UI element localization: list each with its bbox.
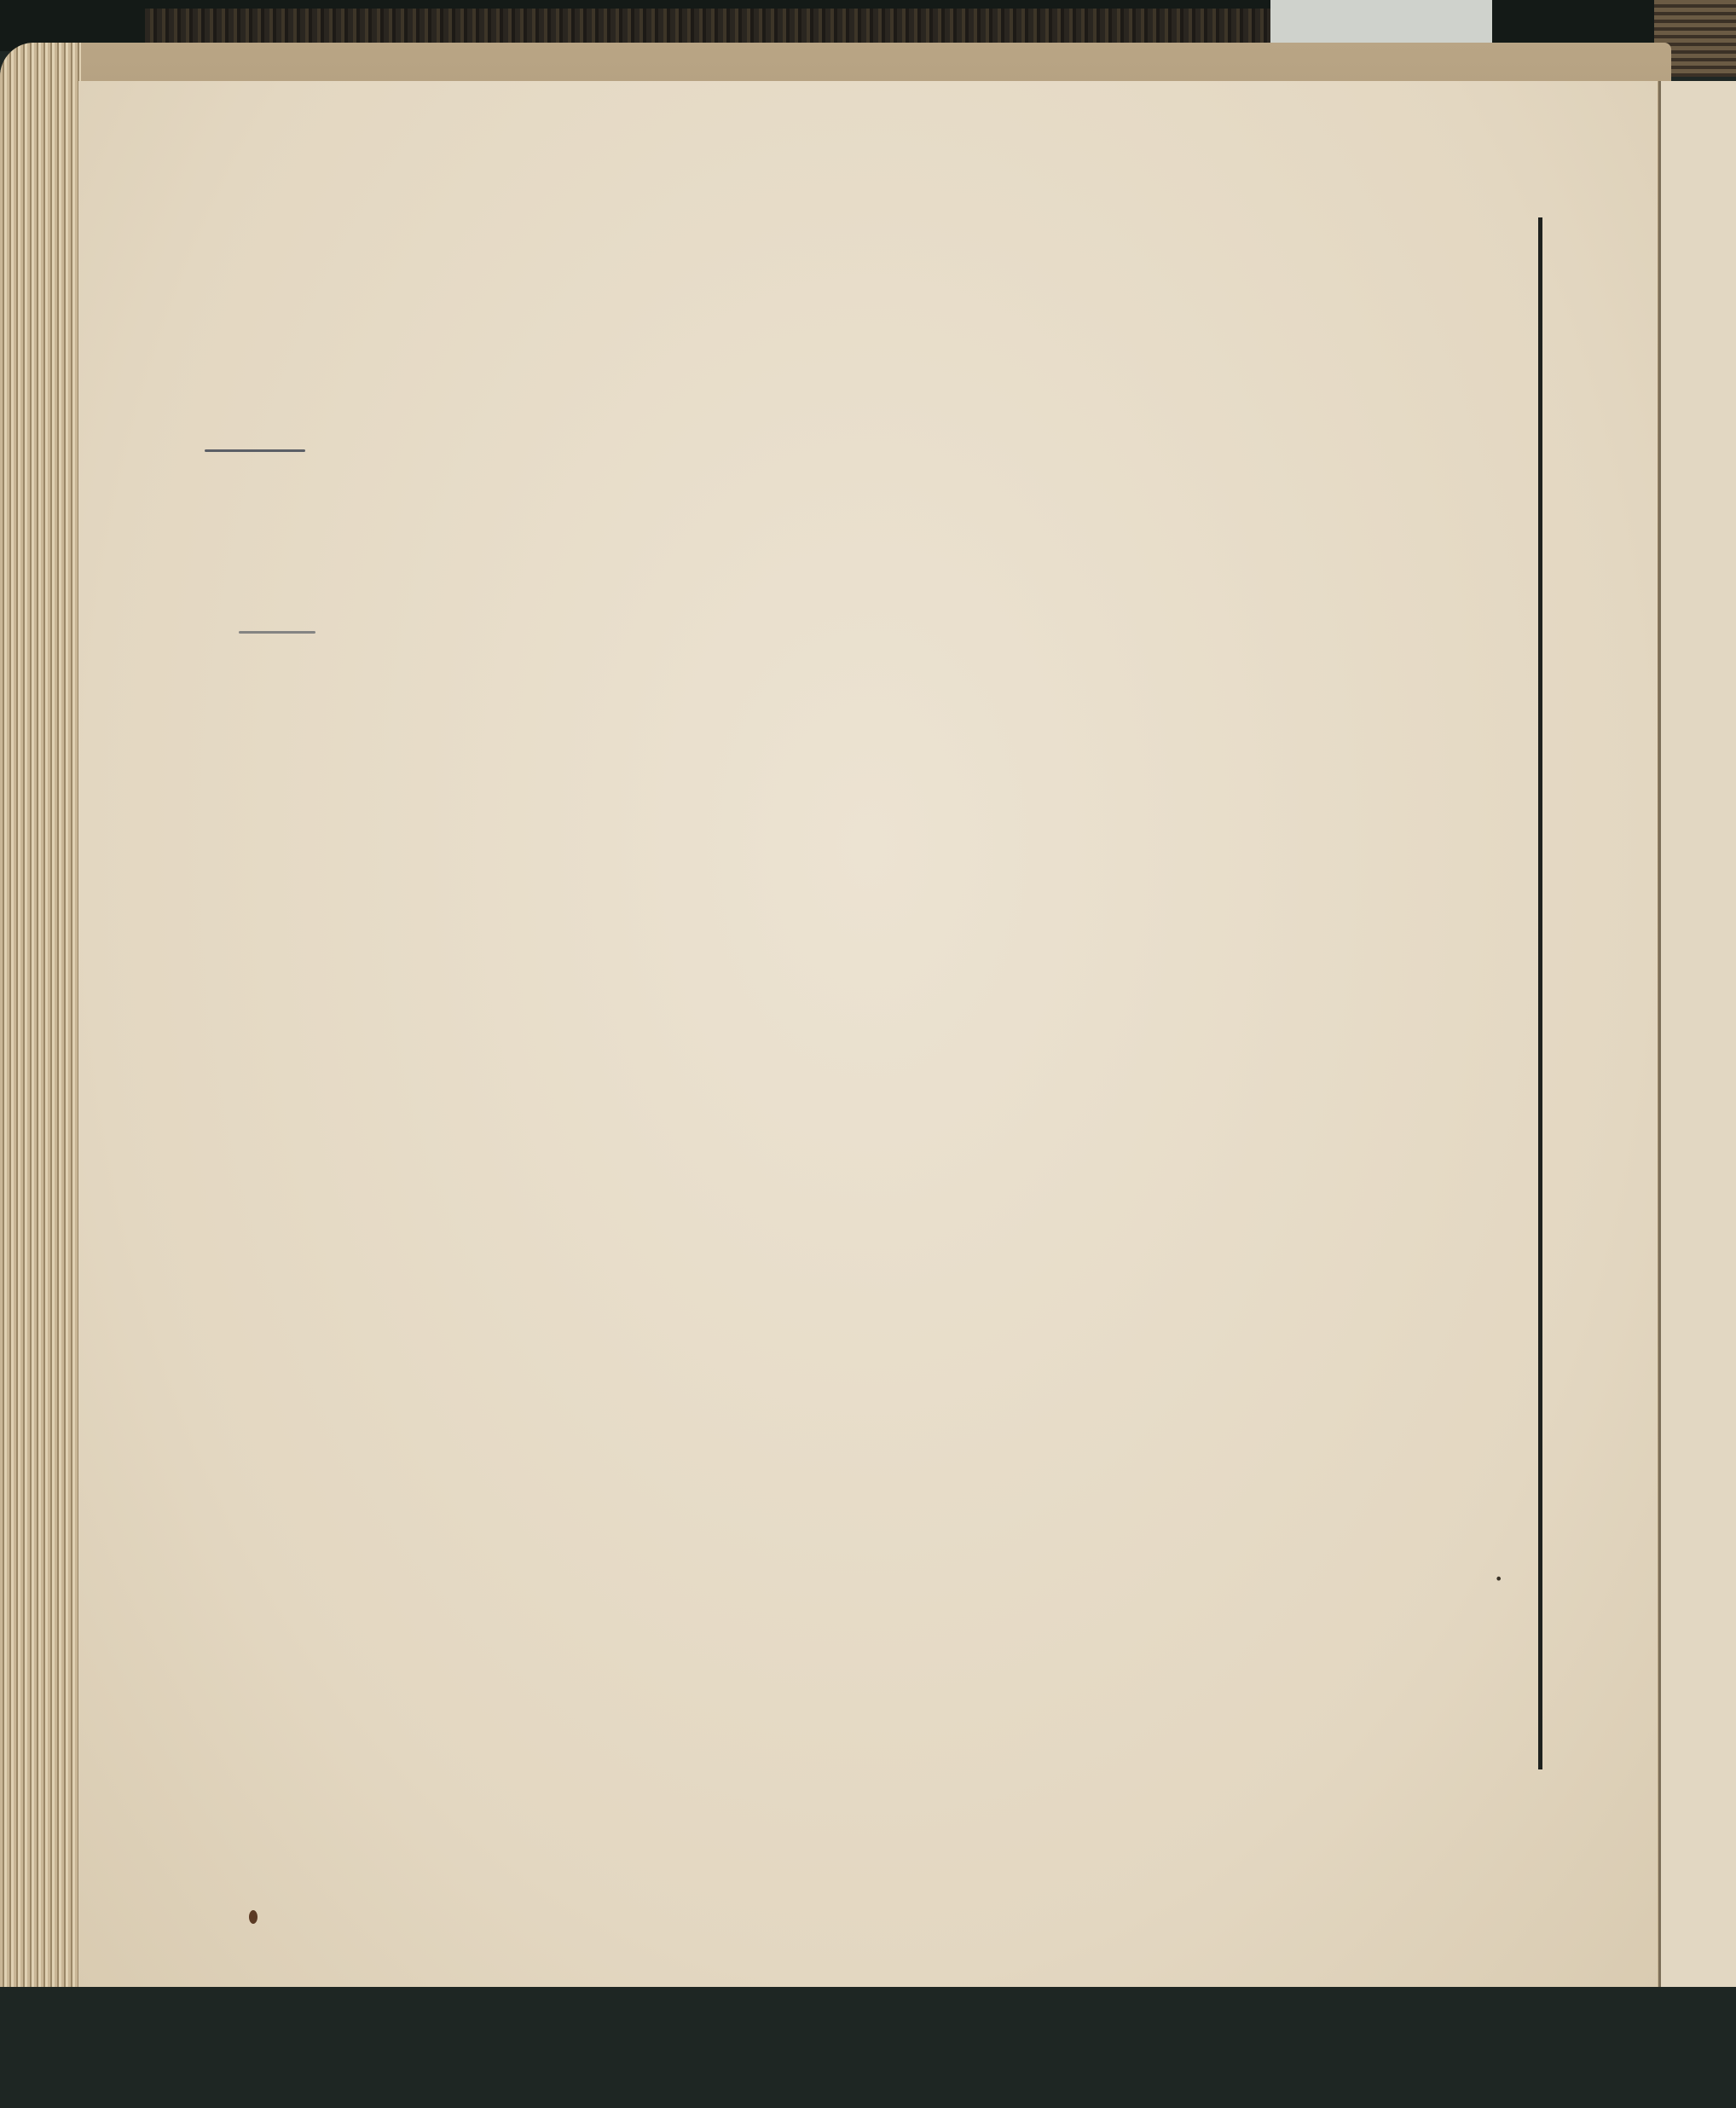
pencil-mark: [239, 631, 315, 634]
fore-edge-pages: [0, 43, 81, 1987]
bottom-background: [0, 1987, 1736, 2108]
pencil-mark: [205, 449, 305, 452]
ink-spot: [249, 1910, 258, 1924]
book-page: [78, 81, 1658, 1991]
frame-rule-right: [1538, 217, 1542, 1769]
margin-mark: ·: [1494, 1562, 1504, 1597]
facing-page-edge: [1658, 81, 1736, 1991]
